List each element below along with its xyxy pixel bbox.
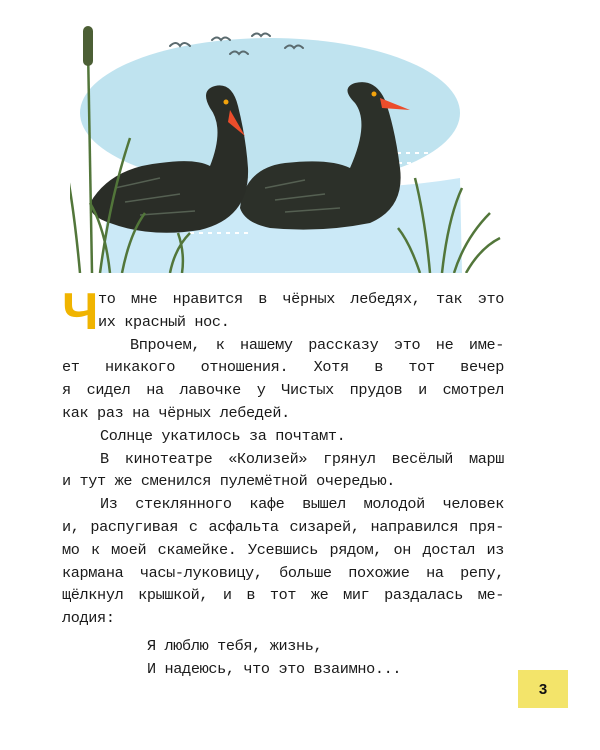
sky-wash (80, 38, 460, 188)
story-text (62, 283, 504, 630)
text-line: Впрочем, к нашему рассказу это не име- (130, 335, 504, 354)
text-line: то мне нравится в чёрных лебедях, так это (98, 290, 504, 308)
text-line: их красный нос. (98, 312, 230, 331)
text-line: и тут же сменился пулемётной очередью. (62, 472, 396, 491)
paragraph-1 (62, 283, 504, 341)
text-line: и, распугивая с асфальта сизарей, направился пря- (62, 517, 504, 536)
dropcap-letter: Ч (62, 283, 99, 341)
text-line: ет никакого отношения. Хотя в тот вечер (62, 358, 504, 377)
verse-line: И надеюсь, что это взаимно... (147, 659, 402, 678)
verse (147, 634, 401, 680)
black-swans-illustration (70, 18, 502, 273)
cattail (83, 26, 93, 66)
verse-line: Я люблю тебя, жизнь, (147, 637, 323, 655)
paragraph-3 (62, 425, 504, 448)
text-line: Из стеклянного кафе вышел молодой человек (100, 495, 504, 514)
text-line: Солнце укатилось за почтамт. (100, 426, 346, 445)
text-line: кармана часы-луковицу, больше похожие на репу, (62, 563, 504, 582)
text-line: мо к моей скамейке. Усевшись рядом, он достал из (62, 540, 504, 559)
text-line: я сидел на лавочке у Чистых прудов и смотрел (62, 381, 504, 400)
page-number: 3 (518, 670, 568, 708)
paragraph-5 (62, 493, 504, 630)
text-line: В кинотеатре «Колизей» грянул весёлый марш (100, 449, 504, 468)
text-line: лодия: (62, 609, 115, 628)
text-line: щёлкнул крышкой, и в тот же миг раздалась ме- (62, 586, 504, 605)
paragraph-4 (62, 448, 504, 494)
paragraph-2 (62, 334, 504, 425)
text-line: как раз на чёрных лебедей. (62, 403, 290, 422)
